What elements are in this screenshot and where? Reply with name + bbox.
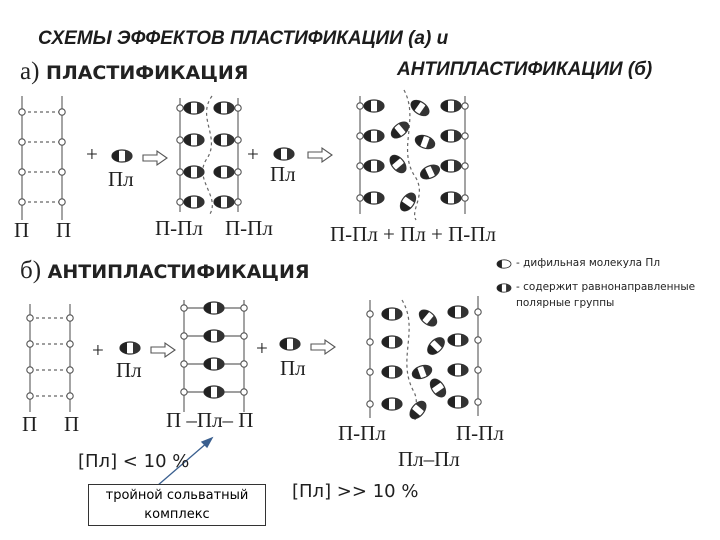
label-b-pl1: Пл	[116, 358, 142, 382]
concentration-low: [Пл] < 10 %	[78, 451, 190, 472]
section-a-heading	[20, 58, 248, 86]
note-box-triple-solvate-complex	[88, 484, 266, 526]
label-a-pl1: Пл	[108, 167, 134, 191]
chains-b-right-molecules	[367, 306, 481, 422]
title-line-1: СХЕМЫ ЭФФЕКТОВ ПЛАСТИФИКАЦИИ (а) и	[38, 28, 449, 49]
title-line-2: АНТИПЛАСТИФИКАЦИИ (б)	[397, 59, 653, 80]
label-b-plus2: +	[256, 336, 268, 360]
label-a-p2: П	[56, 218, 72, 242]
label-a-p1: П	[14, 218, 30, 242]
section-b-label: АНТИПЛАСТИФИКАЦИЯ	[47, 261, 310, 283]
ladder-b-middle-molecules	[181, 302, 247, 398]
label-a-ppl2: П-Пл	[225, 216, 273, 240]
ladder-a-left-nodes	[19, 109, 65, 205]
hollow-arrow-a1	[143, 151, 167, 165]
concentration-high: [Пл] >> 10 %	[292, 481, 419, 502]
label-a-ppl1: П-Пл	[155, 216, 203, 240]
label-b-ppl2: П-Пл	[456, 421, 504, 445]
label-a-pl2: Пл	[270, 162, 296, 186]
legend-item-1: - дифильная молекула Пл	[516, 257, 661, 269]
label-a-result: П-Пл + Пл + П-Пл	[330, 222, 496, 246]
label-b-p2: П	[64, 412, 80, 436]
hollow-arrow-b2	[311, 340, 335, 354]
label-b-complex: П –Пл– П	[166, 408, 254, 432]
chains-a-right-molecules	[357, 97, 468, 213]
plasticizer-molecule-b2	[280, 338, 300, 350]
hollow-arrow-b1	[151, 343, 175, 357]
label-b-p1: П	[22, 412, 38, 436]
section-b-heading	[20, 257, 309, 285]
plasticizer-molecule-a1	[112, 150, 132, 162]
label-b-plpl: Пл–Пл	[398, 447, 460, 471]
hollow-arrow-a2	[308, 148, 332, 162]
label-b-plus1: +	[92, 338, 104, 362]
legend-item-2-line-2: полярные группы	[516, 297, 615, 309]
section-b-letter: б)	[20, 257, 42, 284]
label-a-plus2: +	[247, 142, 259, 166]
legend-item-2-line-1: - содержит равнонаправленные	[516, 281, 696, 293]
label-b-pl2: Пл	[280, 356, 306, 380]
ladder-b-left	[30, 304, 70, 412]
plasticizer-molecule-b1	[120, 342, 140, 354]
ladder-a-left	[22, 96, 62, 220]
legend-molecule-icon-2	[497, 284, 511, 292]
label-b-ppl1: П-Пл	[338, 421, 386, 445]
section-a-letter: а)	[20, 58, 40, 85]
note-box-line-2: комплекс	[144, 507, 210, 522]
legend-molecule-icon-1	[497, 260, 511, 268]
section-a-label: ПЛАСТИФИКАЦИЯ	[46, 62, 249, 84]
plasticizer-molecule-a2	[274, 148, 294, 160]
note-box-line-1: тройной сольватный	[105, 488, 249, 503]
ladder-b-left-nodes	[27, 315, 73, 399]
label-a-plus1: +	[86, 142, 98, 166]
